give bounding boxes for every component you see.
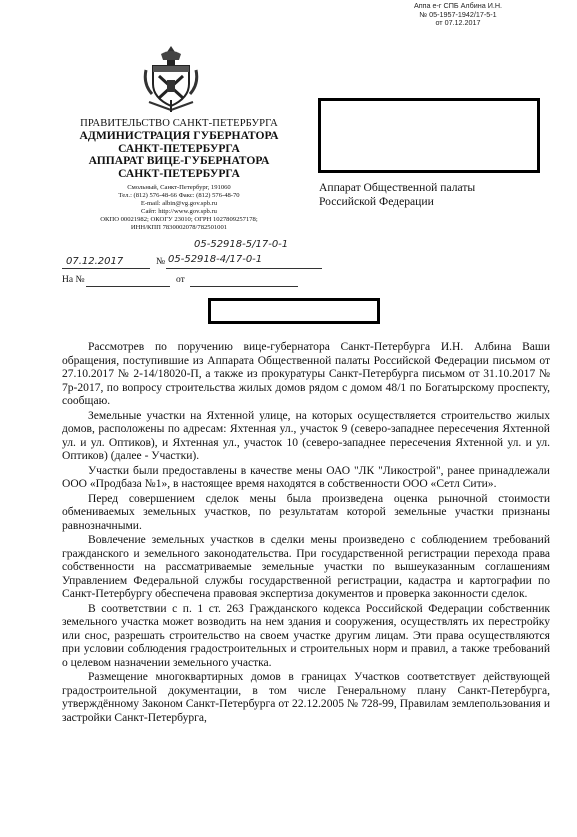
- body-paragraph: Перед совершением сделок мены была произведена оценка рыночной стоимости обмениваемых земельных участков, по результатам которой земельные участки признаны равнозначными.: [62, 492, 550, 532]
- sender-email: E-mail: albin@vg.gov.spb.ru: [140, 200, 218, 208]
- number-underline: [166, 268, 322, 269]
- incoming-from-label: от: [176, 275, 185, 285]
- incoming-from-underline: [190, 286, 298, 287]
- sender-codes: ОКПО 00021982; ОКОГУ 23010; ОГРН 1027809257178;: [100, 216, 258, 224]
- incoming-number-underline: [86, 286, 170, 287]
- sender-address: Смольный, Санкт-Петербург, 191060: [127, 184, 231, 192]
- sender-letterhead: [45, 118, 313, 232]
- government-name: ПРАВИТЕЛЬСТВО САНКТ-ПЕТЕРБУРГА: [80, 118, 278, 129]
- body-paragraph: Участки были предоставлены в качестве мены ОАО "ЛК "Ликострой", ранее принадлежали ООО «Продбаза №1», в настоящее время находятся в собственности ООО «Сетл Сити».: [62, 464, 550, 490]
- sender-phones: Тел.: (812) 576-48-66 Факс: (812) 576-48-70: [118, 192, 240, 200]
- letter-body: [62, 341, 550, 726]
- registration-stamp: [340, 2, 576, 28]
- stamp-line-1: Аппа е-г СПБ Албина И.Н.: [413, 1, 503, 10]
- stamp-date: от 07.12.2017: [435, 18, 481, 28]
- redaction-box-addressee: [318, 98, 540, 173]
- recipient-block: [319, 181, 549, 209]
- handwritten-reference-top: 05-52918-5/17-0-1: [194, 239, 289, 250]
- administration-line-2: САНКТ-ПЕТЕРБУРГА: [118, 141, 240, 155]
- administration-line-1: АДМИНИСТРАЦИЯ ГУБЕРНАТОРА: [79, 129, 279, 142]
- date-underline: [62, 268, 150, 269]
- recipient-line-1: Аппарат Общественной палаты: [319, 181, 476, 194]
- incoming-number-label: На №: [62, 275, 85, 285]
- body-paragraph: Размещение многоквартирных домов в границах Участков соответствует действующей градостроительной документации, в том числе Генеральному плану Санкт-Петербурга, утверждённому Законом Санкт-Петербурга от 22.12.2005 № 728-99, Правилам землепользования и застройки Санкт-Петербурга,: [62, 671, 550, 724]
- body-paragraph: Рассмотрев по поручению вице-губернатора Санкт-Петербурга И.Н. Албина Ваши обращения, поступившие из Аппарата Общественной палаты Российской Федерации письмом от 27.10.2017 № 2-14/18020-П, а также из прокуратуры Санкт-Петербурга письмом от 31.10.2017 № 7р-2017, по вопросу строительства жилых домов рядом с домом 48/1 по Богатырскому проспекту, сообщаю.: [62, 341, 550, 407]
- office-line-1: АППАРАТ ВИЦЕ-ГУБЕРНАТОРА: [88, 154, 270, 168]
- sender-inn: ИНН/КПП 7830002078/782501001: [130, 224, 228, 232]
- outgoing-date-number-row: [62, 256, 324, 270]
- handwritten-number: 05-52918-4/17-0-1: [168, 254, 263, 265]
- body-paragraph: Вовлечение земельных участков в сделки мены произведено с соблюдением требований гражданского и земельного законодательства. При государственной регистрации перехода права собственности на рассматриваемые земельные участки по вышеуказанным соглашениям Управлением Федеральной службы государственной регистрации, кадастра и картографии по Санкт-Петербургу обеспечена правовая экспертиза документов и проверка законности сделок.: [62, 534, 550, 600]
- body-paragraph: В соответствии с п. 1 ст. 263 Гражданского кодекса Российской Федерации собственник земельного участка может возводить на нем здания и сооружения, осуществлять их перестройку или снос, разрешать строительство на своем участке другим лицам. Эти права осуществляются при условии соблюдения градостроительных и строительных норм и правил, а также требований о целевом назначении земельного участка.: [62, 602, 550, 669]
- office-line-2: САНКТ-ПЕТЕРБУРГА: [118, 166, 240, 180]
- redaction-box-salutation: [208, 298, 380, 324]
- sender-website: Сайт: http://www.gov.spb.ru: [141, 208, 217, 216]
- body-paragraph: Земельные участки на Яхтенной улице, на которых осуществляется строительство жилых домов, расположены по адресам: Яхтенная ул., участок 9 (северо-западнее пересечения Яхтенной ул. и ул. Оптиков), и Яхтенная ул., участок 10 (северо-западнее пересечения Яхтенной ул. и ул. Оптиков) (далее - Участки).: [62, 409, 550, 462]
- recipient-line-2: Российской Федерации: [319, 195, 434, 208]
- number-label: №: [156, 257, 166, 267]
- spb-coat-of-arms-emblem: [143, 44, 199, 114]
- incoming-reference-row: [62, 275, 324, 289]
- handwritten-date: 07.12.2017: [66, 256, 124, 267]
- stamp-number: № 05-1957-1942/17-5-1: [419, 9, 497, 19]
